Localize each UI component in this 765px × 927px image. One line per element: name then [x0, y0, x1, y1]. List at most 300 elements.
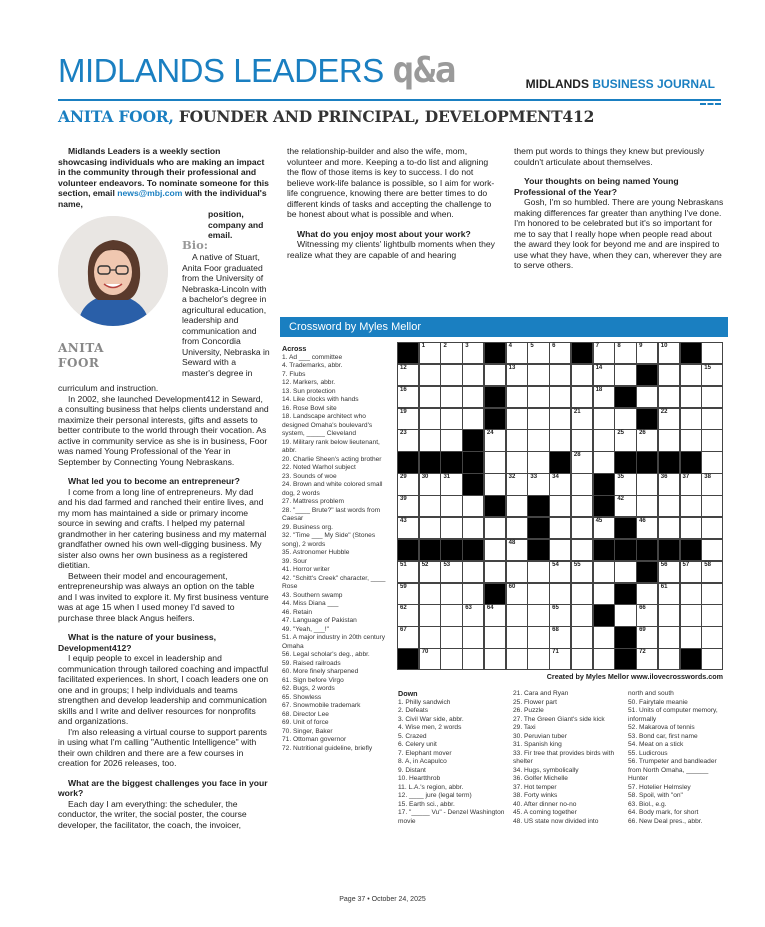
- crossword-cell[interactable]: [527, 342, 549, 364]
- crossword-cell[interactable]: [680, 364, 702, 386]
- crossword-cell[interactable]: [593, 386, 615, 408]
- clue-item: 23. Sounds of woe: [282, 472, 337, 480]
- crossword-cell[interactable]: [440, 626, 462, 648]
- crossword-cell[interactable]: [419, 626, 441, 648]
- brand-business-journal: BUSINESS JOURNAL: [592, 77, 715, 91]
- crossword-cell[interactable]: [701, 539, 723, 561]
- crossword-block: [484, 495, 506, 517]
- clue-item: 56. Legal scholar's deg., abbr.: [282, 651, 370, 658]
- crossword-cell[interactable]: [440, 473, 462, 495]
- cell-number: 53: [443, 561, 451, 568]
- crossword-cell[interactable]: [440, 517, 462, 539]
- crossword-cell[interactable]: [484, 473, 506, 495]
- crossword-cell[interactable]: [506, 539, 528, 561]
- crossword-cell[interactable]: [419, 583, 441, 605]
- crossword-block: [614, 386, 636, 408]
- clue-item: 39. Sour: [282, 557, 307, 565]
- crossword-cell[interactable]: [680, 386, 702, 408]
- crossword-cell[interactable]: [571, 386, 593, 408]
- answer-3-p1: Each day I am everything: the scheduler, the conductor, the writer, the social poster, the course developer, the facilitator, the coach, the invoicer,: [58, 798, 247, 830]
- crossword-cell[interactable]: [636, 648, 658, 670]
- crossword-cell[interactable]: [658, 473, 680, 495]
- crossword-block: [658, 539, 680, 561]
- clue-item: 18. Landscape architect who designed Omaha's boulevard's system, _____ Cleveland: [282, 413, 373, 437]
- crossword-cell[interactable]: [419, 561, 441, 583]
- crossword-cell[interactable]: [549, 386, 571, 408]
- crossword-cell[interactable]: [484, 626, 506, 648]
- crossword-cell[interactable]: [593, 561, 615, 583]
- crossword-block: [593, 539, 615, 561]
- bio-text-cont: curriculum and instruction.: [58, 383, 159, 393]
- crossword-cell[interactable]: [571, 561, 593, 583]
- crossword-cell[interactable]: [636, 342, 658, 364]
- crossword-cell[interactable]: [658, 604, 680, 626]
- crossword-cell[interactable]: [440, 364, 462, 386]
- crossword-cell[interactable]: [571, 648, 593, 670]
- crossword-cell[interactable]: [527, 386, 549, 408]
- crossword-block: [614, 626, 636, 648]
- crossword-cell[interactable]: [484, 517, 506, 539]
- crossword-cell[interactable]: [593, 648, 615, 670]
- crossword-cell[interactable]: [614, 364, 636, 386]
- crossword-cell[interactable]: [527, 648, 549, 670]
- clue-item: 28. "____ Brute?" last words from Caesar: [282, 506, 381, 522]
- across-clues: [282, 345, 392, 753]
- clue-item: 27. The Green Giant's side kick: [513, 715, 605, 723]
- clue-item: 21. Cara and Ryan: [513, 690, 569, 697]
- crossword-cell[interactable]: [658, 648, 680, 670]
- clue-item: 56. Trumpeter and bandleader from North Omaha, ______ Hunter: [628, 758, 717, 782]
- crossword-cell[interactable]: [549, 604, 571, 626]
- clue-item: 69. Unit of force: [282, 719, 329, 726]
- cell-number: 28: [573, 452, 581, 459]
- clue-item: 64. Body mark, for short: [628, 809, 699, 816]
- crossword-cell[interactable]: [506, 626, 528, 648]
- crossword-cell[interactable]: [680, 517, 702, 539]
- crossword-cell[interactable]: [680, 408, 702, 430]
- crossword-cell[interactable]: [614, 408, 636, 430]
- cell-number: 57: [682, 561, 690, 568]
- crossword-cell[interactable]: [397, 386, 419, 408]
- crossword-cell[interactable]: [701, 517, 723, 539]
- crossword-cell[interactable]: [571, 626, 593, 648]
- crossword-cell[interactable]: [636, 429, 658, 451]
- crossword-block: [419, 451, 441, 473]
- crossword-cell[interactable]: [462, 648, 484, 670]
- crossword-cell[interactable]: [440, 386, 462, 408]
- clue-item: 26. Puzzle: [513, 707, 544, 714]
- cell-number: 3: [465, 343, 469, 349]
- bio-paragraph-2: In 2002, she launched Development412 in Seward, a consulting business that helps clients understand and maximize their personal interests, gifts and assets to better contribute to the world through their vocation. As active in community service as she is in business, Foor was named Young Professional of the Year in September by Connecting Young Nebraskans.: [58, 393, 269, 467]
- crossword-cell[interactable]: [549, 408, 571, 430]
- crossword-cell[interactable]: [506, 342, 528, 364]
- crossword-block: [397, 451, 419, 473]
- cell-number: 21: [573, 408, 581, 415]
- crossword-cell[interactable]: [636, 517, 658, 539]
- crossword-cell[interactable]: [419, 342, 441, 364]
- crossword-cell[interactable]: [419, 648, 441, 670]
- crossword-banner: Crossword by Myles Mellor: [280, 317, 728, 337]
- cell-number: 31: [443, 474, 451, 481]
- crossword-cell[interactable]: [614, 429, 636, 451]
- clue-item: 30. Peruvian tuber: [513, 732, 567, 740]
- clue-item: 16. Rose Bowl site: [282, 404, 337, 412]
- crossword-block: [680, 451, 702, 473]
- cell-number: 6: [552, 343, 556, 349]
- crossword-cell[interactable]: [527, 583, 549, 605]
- crossword-cell[interactable]: [462, 386, 484, 408]
- crossword-cell[interactable]: [440, 604, 462, 626]
- crossword-cell[interactable]: [506, 495, 528, 517]
- crossword-cell[interactable]: [571, 473, 593, 495]
- crossword-cell[interactable]: [680, 495, 702, 517]
- crossword-block: [614, 648, 636, 670]
- crossword-cell[interactable]: [440, 648, 462, 670]
- question-3: What are the biggest challenges you face in your work?: [58, 777, 268, 798]
- crossword-cell[interactable]: [419, 495, 441, 517]
- crossword-cell[interactable]: [701, 386, 723, 408]
- crossword-cell[interactable]: [397, 604, 419, 626]
- crossword-cell[interactable]: [506, 517, 528, 539]
- subhead-role: FOUNDER AND PRINCIPAL, DEVELOPMENT412: [173, 107, 595, 126]
- crossword-cell[interactable]: [549, 495, 571, 517]
- crossword-block: [440, 539, 462, 561]
- crossword-cell[interactable]: [462, 495, 484, 517]
- answer-1-p2: Between their model and encouragement, entrepreneurship was always an option on the table and I was invited to explore it. My first business venture was at age 15 when I used money I'd saved to purchase three black Angus heifers.: [58, 570, 269, 623]
- crossword-cell[interactable]: [506, 451, 528, 473]
- answer-3-cont: the relationship-builder and also the wife, mom, volunteer and more. Keeping a to-do list and aligning the flow of those items is key to success. I do not believe work-life balance is possible, so I aim for work-life congruence, knowing there are better times to do different kinds of tasks and accepting the challenge to be honest about what is possible and when.: [287, 146, 495, 219]
- crossword-cell[interactable]: [571, 517, 593, 539]
- cell-number: 16: [400, 386, 407, 393]
- clue-item: 58. Spoil, with "on": [628, 792, 683, 799]
- clue-item: 41. Horror writer: [282, 566, 330, 573]
- crossword-cell[interactable]: [549, 429, 571, 451]
- crossword-cell[interactable]: [440, 561, 462, 583]
- crossword-cell[interactable]: [549, 517, 571, 539]
- crossword-cell[interactable]: [506, 561, 528, 583]
- clue-item: 13. Sun protection: [282, 387, 336, 395]
- crossword-block: [680, 342, 702, 364]
- crossword-cell[interactable]: [462, 364, 484, 386]
- crossword-cell[interactable]: [506, 473, 528, 495]
- crossword-cell[interactable]: [701, 473, 723, 495]
- crossword-cell[interactable]: [527, 364, 549, 386]
- crossword-cell[interactable]: [397, 408, 419, 430]
- crossword-cell[interactable]: [397, 473, 419, 495]
- crossword-cell[interactable]: [658, 517, 680, 539]
- clue-item: 72. Nutritional guideline, briefly: [282, 744, 373, 752]
- crossword-cell[interactable]: [614, 473, 636, 495]
- crossword-cell[interactable]: [658, 561, 680, 583]
- crossword-cell[interactable]: [549, 561, 571, 583]
- crossword-cell[interactable]: [701, 451, 723, 473]
- answer-4-p1: Witnessing my clients' lightbulb moments when they realize what they are capable of and hearing: [287, 239, 495, 260]
- crossword-cell[interactable]: [658, 408, 680, 430]
- crossword-cell[interactable]: [636, 386, 658, 408]
- crossword-cell[interactable]: [527, 473, 549, 495]
- crossword-cell[interactable]: [549, 626, 571, 648]
- crossword-cell[interactable]: [440, 495, 462, 517]
- crossword-cell[interactable]: [680, 429, 702, 451]
- crossword-cell[interactable]: [658, 429, 680, 451]
- cell-number: 7: [595, 343, 599, 349]
- crossword-cell[interactable]: [636, 583, 658, 605]
- clue-item: 6. Celery unit: [398, 741, 437, 748]
- clue-item: 12. ____ jure (legal term): [398, 792, 472, 799]
- crossword-cell[interactable]: [506, 408, 528, 430]
- crossword-cell[interactable]: [527, 451, 549, 473]
- clue-item: 49. "Yeah, ___!": [282, 625, 329, 633]
- crossword-block: [440, 451, 462, 473]
- crossword-cell[interactable]: [527, 429, 549, 451]
- crossword-cell[interactable]: [549, 364, 571, 386]
- cell-number: 13: [508, 364, 516, 371]
- crossword-block: [462, 429, 484, 451]
- clue-item: 35. Astronomer Hubble: [282, 549, 350, 556]
- publication-logo: [526, 77, 715, 91]
- crossword-cell[interactable]: [462, 583, 484, 605]
- crossword-cell[interactable]: [593, 517, 615, 539]
- crossword-cell[interactable]: [549, 539, 571, 561]
- crossword-cell[interactable]: [701, 648, 723, 670]
- crossword-cell[interactable]: [419, 604, 441, 626]
- clue-item: 51. A major industry in 20th century Omaha: [282, 634, 385, 650]
- crossword-cell[interactable]: [484, 539, 506, 561]
- bio-heading: Bio:: [182, 238, 209, 252]
- crossword-cell[interactable]: [701, 626, 723, 648]
- clue-item: 71. Ottoman governor: [282, 736, 347, 743]
- clue-item: 2. Defeats: [398, 707, 429, 714]
- crossword-cell[interactable]: [701, 495, 723, 517]
- crossword-cell[interactable]: [549, 342, 571, 364]
- crossword-cell[interactable]: [527, 561, 549, 583]
- crossword-cell[interactable]: [593, 342, 615, 364]
- crossword-cell[interactable]: [397, 583, 419, 605]
- crossword-cell[interactable]: [571, 604, 593, 626]
- down-clue-list-1: [398, 699, 508, 827]
- crossword-cell[interactable]: [658, 583, 680, 605]
- crossword-cell[interactable]: [419, 408, 441, 430]
- clue-item: 40. After dinner no-no: [513, 800, 577, 808]
- crossword-cell[interactable]: [397, 429, 419, 451]
- clue-item: 57. Hotelier Helmsley: [628, 783, 691, 791]
- clue-item: 33. Fir tree that provides birds with shelter: [513, 749, 615, 765]
- crossword-cell[interactable]: [440, 342, 462, 364]
- crossword-cell[interactable]: [701, 604, 723, 626]
- crossword-cell[interactable]: [593, 364, 615, 386]
- cell-number: 32: [508, 474, 516, 481]
- crossword-cell[interactable]: [462, 561, 484, 583]
- crossword-cell[interactable]: [658, 495, 680, 517]
- crossword-cell[interactable]: [549, 583, 571, 605]
- crossword-cell[interactable]: [462, 626, 484, 648]
- crossword-cell[interactable]: [419, 386, 441, 408]
- clue-item: 53. Bond car, first name: [628, 732, 698, 740]
- clue-item: 3. Civil War side, abbr.: [398, 715, 464, 723]
- crossword-cell[interactable]: [614, 342, 636, 364]
- cell-number: 8: [617, 343, 621, 349]
- clue-item: 4. Wise men, 2 words: [398, 724, 462, 731]
- crossword-cell[interactable]: [614, 495, 636, 517]
- cell-number: 12: [400, 364, 407, 371]
- cell-number: 52: [421, 561, 429, 568]
- crossword-cell[interactable]: [484, 429, 506, 451]
- clue-item: 50. Fairytale meanie: [628, 698, 688, 706]
- crossword-cell[interactable]: [571, 495, 593, 517]
- crossword-cell[interactable]: [614, 604, 636, 626]
- clue-item: 47. Language of Pakistan: [282, 617, 357, 624]
- clue-item: 43. Southern swamp: [282, 591, 343, 599]
- crossword-cell[interactable]: [397, 626, 419, 648]
- crossword-cell[interactable]: [397, 517, 419, 539]
- column-3: [514, 146, 726, 271]
- crossword-cell[interactable]: [593, 583, 615, 605]
- clue-item: 15. Earth sci., abbr.: [398, 800, 455, 808]
- crossword-block: [636, 451, 658, 473]
- crossword-cell[interactable]: [506, 604, 528, 626]
- crossword-cell[interactable]: [636, 473, 658, 495]
- crossword-block: [484, 342, 506, 364]
- crossword-block: [680, 648, 702, 670]
- clue-item: 46. Retain: [282, 608, 313, 616]
- crossword-block: [397, 648, 419, 670]
- crossword-cell[interactable]: [440, 408, 462, 430]
- crossword-cell[interactable]: [484, 451, 506, 473]
- crossword-cell[interactable]: [571, 429, 593, 451]
- crossword-cell[interactable]: [701, 561, 723, 583]
- crossword-cell[interactable]: [593, 451, 615, 473]
- crossword-cell[interactable]: [571, 583, 593, 605]
- crossword-cell[interactable]: [506, 364, 528, 386]
- crossword-cell[interactable]: [614, 561, 636, 583]
- crossword-cell[interactable]: [527, 408, 549, 430]
- clue-item: 17. "_____ Vu" - Denzel Washington movie: [398, 809, 505, 825]
- crossword-cell[interactable]: [593, 408, 615, 430]
- crossword-cell[interactable]: [549, 648, 571, 670]
- crossword-cell[interactable]: [549, 473, 571, 495]
- header-divider: [58, 99, 721, 101]
- crossword-cell[interactable]: [636, 626, 658, 648]
- crossword-cell[interactable]: [658, 386, 680, 408]
- crossword-cell[interactable]: [484, 648, 506, 670]
- crossword-cell[interactable]: [397, 561, 419, 583]
- crossword-block: [680, 539, 702, 561]
- crossword-cell[interactable]: [701, 583, 723, 605]
- clue-item: 66. New Deal pres., abbr.: [628, 817, 703, 825]
- crossword-cell[interactable]: [506, 386, 528, 408]
- cell-number: 15: [704, 364, 711, 371]
- crossword-block: [658, 451, 680, 473]
- crossword-cell[interactable]: [680, 604, 702, 626]
- clue-item: 42. "Schitt's Creek" character, ____ Rose: [282, 574, 386, 590]
- crossword-cell[interactable]: [462, 517, 484, 539]
- crossword-cell[interactable]: [658, 626, 680, 648]
- crossword-cell[interactable]: [680, 473, 702, 495]
- crossword-block: [614, 539, 636, 561]
- crossword-cell[interactable]: [658, 342, 680, 364]
- cell-number: 68: [552, 627, 559, 634]
- clue-item: 9. Distant: [398, 766, 426, 774]
- clue-item: 65. Showless: [282, 693, 322, 701]
- answer-2-p2: I'm also releasing a virtual course to support parents in using what I'm calling "Authentic Intelligence" with their own children and there are a few courses in creation for 2026 releases, too.: [58, 726, 267, 768]
- cell-number: 45: [595, 517, 603, 524]
- crossword-cell[interactable]: [397, 495, 419, 517]
- cell-number: 71: [552, 649, 559, 656]
- crossword-cell[interactable]: [419, 473, 441, 495]
- crossword-cell[interactable]: [527, 626, 549, 648]
- clue-item: 11. L.A.'s region, abbr.: [398, 783, 464, 791]
- clue-item: 20. Charlie Sheen's acting brother: [282, 455, 382, 463]
- crossword-cell[interactable]: [506, 429, 528, 451]
- down-clue-list-2: [513, 690, 628, 826]
- crossword-cell[interactable]: [484, 364, 506, 386]
- crossword-cell[interactable]: [571, 408, 593, 430]
- crossword-cell[interactable]: [527, 604, 549, 626]
- crossword-cell[interactable]: [462, 604, 484, 626]
- cell-number: 69: [639, 627, 646, 634]
- cell-number: 46: [639, 517, 646, 524]
- cell-number: 65: [552, 605, 559, 612]
- nominate-email-link[interactable]: news@mbj.com: [117, 188, 183, 198]
- crossword-cell[interactable]: [462, 342, 484, 364]
- article-subhead: [58, 107, 594, 126]
- crossword-cell[interactable]: [440, 429, 462, 451]
- column-1: [58, 383, 270, 830]
- crossword-cell[interactable]: [701, 342, 723, 364]
- cell-number: 36: [660, 474, 668, 481]
- crossword-cell[interactable]: [593, 429, 615, 451]
- crossword-cell[interactable]: [680, 626, 702, 648]
- crossword-cell[interactable]: [571, 451, 593, 473]
- crossword-cell[interactable]: [462, 408, 484, 430]
- crossword-cell[interactable]: [419, 517, 441, 539]
- crossword-cell[interactable]: [593, 626, 615, 648]
- crossword-cell[interactable]: [419, 429, 441, 451]
- crossword-cell[interactable]: [506, 583, 528, 605]
- crossword-cell[interactable]: [506, 648, 528, 670]
- cell-number: 24: [486, 430, 494, 437]
- crossword-cell[interactable]: [484, 561, 506, 583]
- cell-number: 35: [617, 474, 625, 481]
- crossword-cell[interactable]: [636, 604, 658, 626]
- crossword-cell[interactable]: [701, 364, 723, 386]
- crossword-cell[interactable]: [419, 364, 441, 386]
- cell-number: 43: [400, 517, 407, 524]
- crossword-cell[interactable]: [680, 583, 702, 605]
- crossword-cell[interactable]: [701, 429, 723, 451]
- crossword-block: [614, 583, 636, 605]
- clue-item: 60. More finely sharpened: [282, 668, 359, 675]
- crossword-cell[interactable]: [571, 364, 593, 386]
- answer-1-p1: I come from a long line of entrepreneurs. My dad and his dad farmed and ranched their entire lives, and my mom has maintained a side or primary income source in sewing and crafts. I helped my paternal grandmother in her catering business and my maternal grandfather owned his own well-digging business. My sister also owns her own business as a registered dietitian.: [58, 486, 267, 570]
- clue-item: 45. A coming together: [513, 809, 577, 816]
- crossword-cell[interactable]: [440, 583, 462, 605]
- crossword-cell[interactable]: [397, 364, 419, 386]
- crossword-cell[interactable]: [484, 604, 506, 626]
- clue-item: 70. Singer, Baker: [282, 727, 333, 735]
- crossword-cell[interactable]: [680, 561, 702, 583]
- crossword-block: [462, 451, 484, 473]
- crossword-cell[interactable]: [571, 539, 593, 561]
- cell-number: 19: [400, 408, 407, 415]
- crossword-cell[interactable]: [658, 364, 680, 386]
- cell-number: 26: [639, 430, 646, 437]
- crossword-cell[interactable]: [701, 408, 723, 430]
- cell-number: 2: [443, 343, 447, 349]
- portrait-photo: [58, 216, 168, 326]
- portrait-illustration: [58, 216, 168, 326]
- crossword-cell[interactable]: [636, 495, 658, 517]
